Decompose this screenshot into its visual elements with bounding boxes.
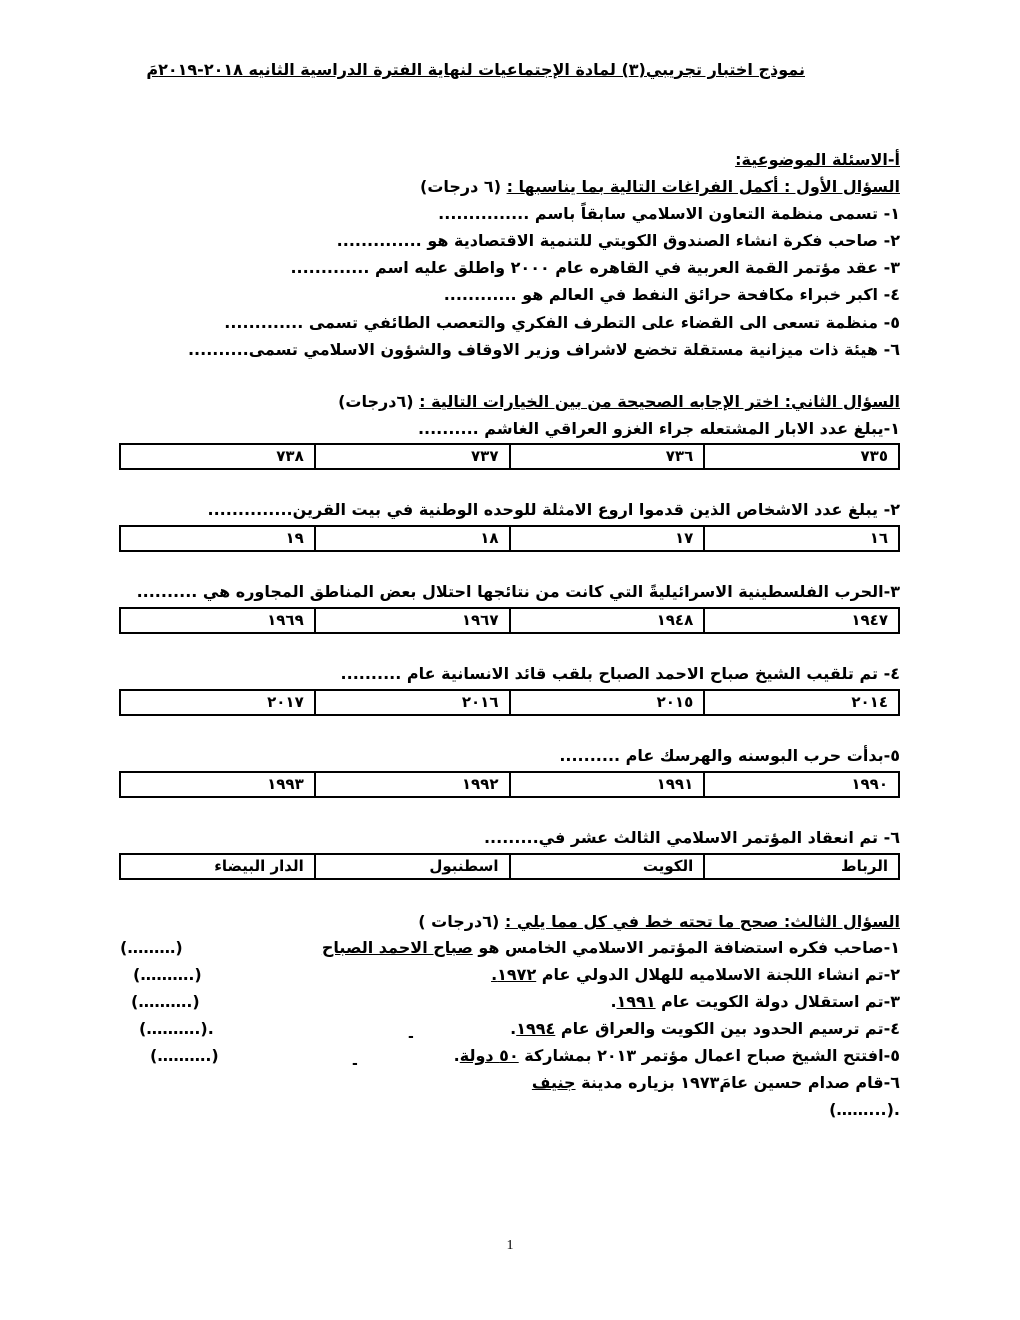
q3-answer-blank[interactable]: (……...). bbox=[829, 1100, 900, 1119]
q2-item-text: ٣-الحرب الفلسطينية الاسرائيليةً التي كانت من نتائجها احتلال بعض المناطق المجاوره هي .......... bbox=[136, 582, 900, 601]
option-cell[interactable]: ١٩٤٧ bbox=[704, 608, 899, 633]
q3-underlined-term: ١٩٧٢. bbox=[491, 965, 537, 984]
q2-heading bbox=[338, 390, 900, 414]
q2-options-table bbox=[119, 853, 900, 880]
q2-options-table bbox=[119, 443, 900, 470]
q2-item-text: ١-يبلغ عدد الابار المشتعله جراء الغزو العراقي الغاشم .......... bbox=[417, 419, 900, 438]
q3-answer-blank[interactable]: (……….). bbox=[139, 1019, 214, 1038]
q2-item-text: ٥-بدأت حرب البوسنه والهرسك عام .......... bbox=[559, 746, 900, 765]
q3-item bbox=[491, 963, 900, 987]
option-cell[interactable]: ٢٠١٧ bbox=[120, 690, 315, 715]
stray-dash: - bbox=[408, 1029, 414, 1045]
option-cell[interactable]: ١٩ bbox=[120, 526, 315, 551]
q2-marks: (٦درجات) bbox=[338, 392, 420, 411]
option-cell[interactable]: ١٩٤٨ bbox=[510, 608, 705, 633]
q2-item-text: ٢- يبلغ عدد الاشخاص الذين قدموا اروع الامثلة للوحده الوطنية في بيت القرين.............. bbox=[207, 500, 900, 519]
option-cell[interactable]: الرباط bbox=[704, 854, 899, 879]
option-cell[interactable]: الدار البيضاء bbox=[120, 854, 315, 879]
q2-item-text: ٤- تم تلقيب الشيخ صباح الاحمد الصباح بلقب قائد الانسانية عام .......... bbox=[340, 664, 900, 683]
option-cell[interactable]: ١٨ bbox=[315, 526, 510, 551]
q3-item bbox=[610, 990, 900, 1014]
q3-item bbox=[532, 1071, 900, 1095]
option-cell[interactable]: ١٩٩٠ bbox=[704, 772, 899, 797]
option-cell[interactable]: ٢٠١٥ bbox=[510, 690, 705, 715]
q3-item-tail: . bbox=[610, 992, 617, 1011]
exam-title: نموذج اختبار تجريبي(٣) لمادة الإجتماعيات لنهاية الفترة الدراسية الثانيه ٢٠١٨-٢٠١٩مَ bbox=[146, 60, 805, 79]
option-cell[interactable]: ١٩٩١ bbox=[510, 772, 705, 797]
q3-item bbox=[322, 936, 900, 960]
q3-underlined-term: ٥٠ دولة bbox=[459, 1046, 519, 1065]
q3-marks: (٦درجات ) bbox=[418, 912, 505, 931]
option-cell[interactable]: اسطنبول bbox=[315, 854, 510, 879]
page-number: 1 bbox=[506, 1238, 514, 1253]
option-cell[interactable]: ٢٠١٤ bbox=[704, 690, 899, 715]
option-cell[interactable]: ٧٣٧ bbox=[315, 444, 510, 469]
q3-item-text: ٥-افتتح الشيخ صباح اعمال مؤتمر ٢٠١٣ بمشاركة bbox=[518, 1046, 900, 1065]
q3-item-text: ٢-تم انشاء اللجنة الاسلاميه للهلال الدولي عام bbox=[536, 965, 900, 984]
q1-heading-text: السؤال الأول : أكمل الفراغات التالية بما يناسبها : bbox=[506, 177, 900, 196]
section-a-heading: أ-الاسئلة الموضوعية: bbox=[735, 150, 900, 169]
stray-dash: - bbox=[352, 1056, 358, 1072]
q1-item: ٤- اكبر خبراء مكافحة حرائق النفط في العالم هو ............ bbox=[443, 285, 900, 304]
option-cell[interactable]: الكويت bbox=[510, 854, 705, 879]
option-cell[interactable]: ٢٠١٦ bbox=[315, 690, 510, 715]
q3-heading bbox=[418, 910, 900, 934]
option-cell[interactable]: ٧٣٦ bbox=[510, 444, 705, 469]
option-cell[interactable]: ٧٣٨ bbox=[120, 444, 315, 469]
q1-item: ٦- هيئة ذات ميزانية مستقلة تخضع لاشراف وزير الاوقاف والشؤون الاسلامي تسمى.......... bbox=[187, 340, 900, 359]
option-cell[interactable]: ١٩٩٣ bbox=[120, 772, 315, 797]
q2-options-table bbox=[119, 525, 900, 552]
option-cell[interactable]: ١٩٦٩ bbox=[120, 608, 315, 633]
q3-heading-text: السؤال الثالث: صحح ما تحته خط في كل مما يلي : bbox=[504, 912, 900, 931]
q3-underlined-term: صباح الاحمد الصباح bbox=[321, 938, 473, 957]
q3-underlined-term: ١٩٩٤ bbox=[516, 1019, 556, 1038]
q3-item-tail: . bbox=[453, 1046, 460, 1065]
q3-item-text: ٦-قام صدام حسين عامَ١٩٧٣ بزياره مدينة bbox=[575, 1073, 900, 1092]
q3-item-text: ٣-تم استقلال دولة الكويت عام bbox=[655, 992, 900, 1011]
q1-item: ١- تسمى منظمة التعاون الاسلامي سابقاً باسم ............... bbox=[438, 204, 900, 223]
q3-underlined-term: ١٩٩١ bbox=[616, 992, 656, 1011]
q2-options-table bbox=[119, 607, 900, 634]
q3-answer-blank[interactable]: (……….) bbox=[150, 1046, 219, 1065]
option-cell[interactable]: ١٩٩٢ bbox=[315, 772, 510, 797]
q3-answer-blank[interactable]: (……….) bbox=[131, 992, 200, 1011]
q2-options-table bbox=[119, 771, 900, 798]
q3-item bbox=[510, 1017, 900, 1041]
q1-marks: (٦ درجات) bbox=[420, 177, 507, 196]
q3-item-text: ١-صاحب فكره استضافة المؤتمر الاسلامي الخامس هو bbox=[472, 938, 900, 957]
q2-heading-text: السؤال الثاني: اختر الإجابه الصحيحة من بين الخيارات التالية : bbox=[419, 392, 900, 411]
q3-item-tail: . bbox=[510, 1019, 517, 1038]
q1-item: ٣- عقد مؤتمر القمة العربية في القاهره عام ٢٠٠٠ واطلق عليه اسم ............. bbox=[290, 258, 900, 277]
option-cell[interactable]: ١٩٦٧ bbox=[315, 608, 510, 633]
q3-item bbox=[454, 1044, 900, 1068]
q3-underlined-term: جنيف bbox=[531, 1073, 576, 1092]
option-cell[interactable]: ١٦ bbox=[704, 526, 899, 551]
q2-item-text: ٦- تم انعقاد المؤتمر الاسلامي الثالث عشر في......... bbox=[483, 828, 900, 847]
option-cell[interactable]: ١٧ bbox=[510, 526, 705, 551]
q1-item: ٥- منظمة تسعى الى القضاء على التطرف الفكري والتعصب الطائفي تسمى ............. bbox=[224, 313, 900, 332]
option-cell[interactable]: ٧٣٥ bbox=[704, 444, 899, 469]
q2-options-table bbox=[119, 689, 900, 716]
q3-answer-blank[interactable]: (……….) bbox=[133, 965, 202, 984]
q3-answer-blank[interactable]: (………) bbox=[120, 938, 183, 957]
q1-item: ٢- صاحب فكرة انشاء الصندوق الكويتي للتنمية الاقتصادية هو .............. bbox=[336, 231, 900, 250]
q1-heading bbox=[420, 175, 900, 199]
q3-item-text: ٤-تم ترسيم الحدود بين الكويت والعراق عام bbox=[555, 1019, 900, 1038]
